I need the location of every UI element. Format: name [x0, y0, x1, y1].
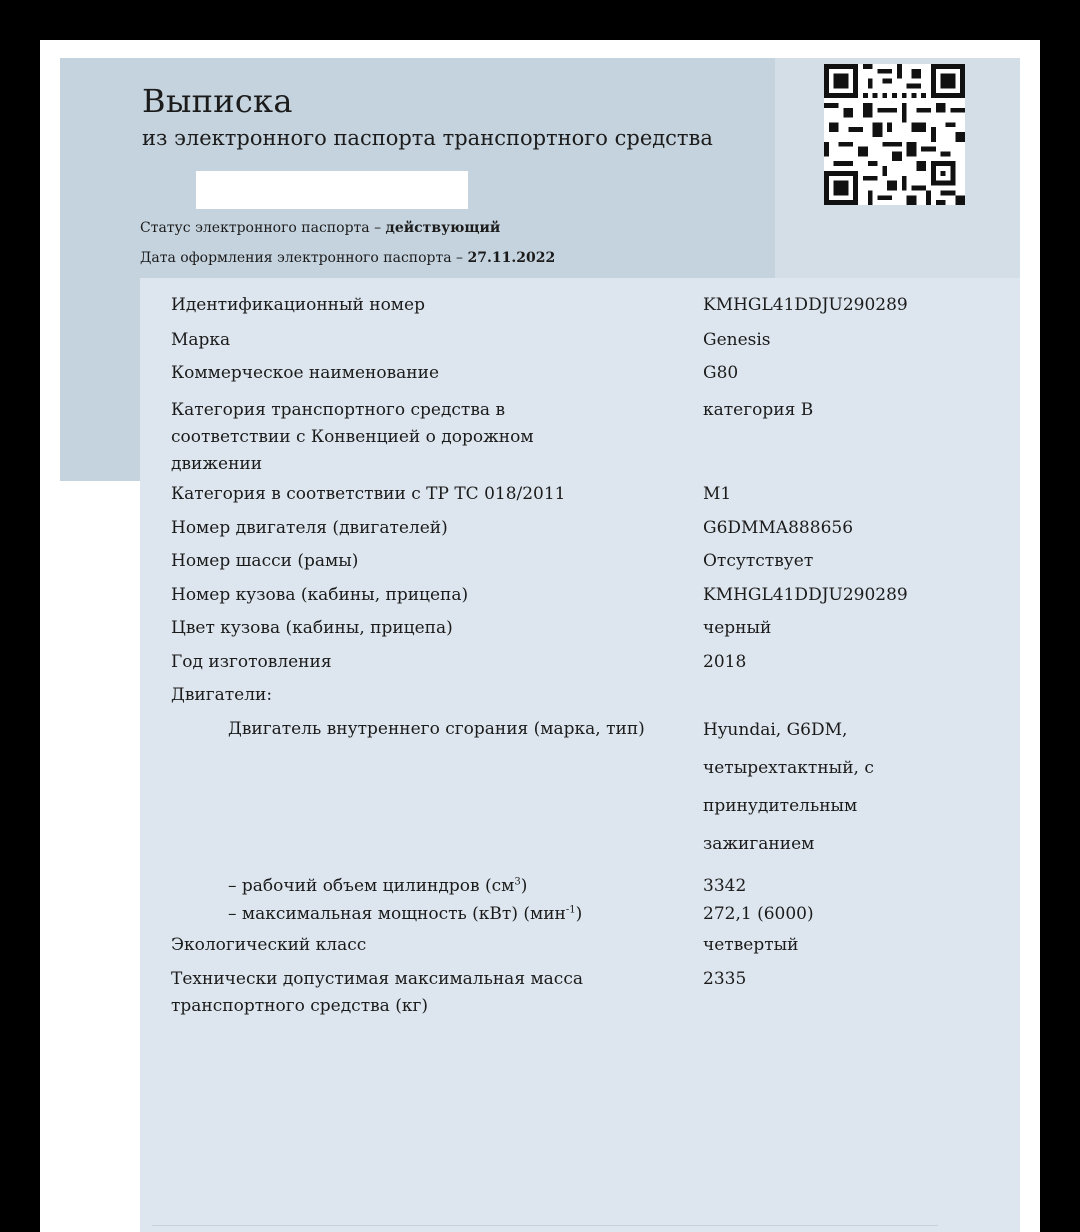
commercial-name-value: G80 — [703, 363, 739, 383]
category-tr-label: Категория в соответствии с ТР ТС 018/2011 — [171, 484, 566, 504]
ice-value: Hyundai, G6DM, четырехтактный, с принудительным зажиганием — [703, 720, 874, 854]
document-subtitle: из электронного паспорта транспортного средства — [142, 126, 713, 150]
engine-number-value: G6DMMA888656 — [703, 518, 854, 538]
displacement-label-text: – рабочий объем цилиндров (см — [228, 876, 515, 896]
vin-label: Идентификационный номер — [171, 295, 425, 315]
vin-value: KMHGL41DDJU290289 — [703, 295, 908, 315]
displacement-value: 3342 — [703, 876, 747, 896]
max-mass-value: 2335 — [703, 969, 747, 989]
body-color-value: черный — [703, 618, 772, 638]
displacement-label — [228, 873, 527, 900]
engines-heading: Двигатели: — [171, 685, 273, 705]
passport-status — [140, 220, 500, 236]
year-value: 2018 — [703, 652, 747, 672]
max-power-value: 272,1 (6000) — [703, 904, 814, 924]
eco-class-value: четвертый — [703, 935, 799, 955]
commercial-name-label: Коммерческое наименование — [171, 363, 439, 383]
max-power-label-sup: -1 — [565, 904, 576, 916]
passport-date — [140, 250, 555, 266]
category-convention-label: Категория транспортного средства в соответствии с Конвенцией о дорожном движении — [171, 400, 534, 474]
make-label: Марка — [171, 330, 231, 350]
max-power-label-end: ) — [575, 904, 583, 924]
year-label: Год изготовления — [171, 652, 332, 672]
passport-date-label: Дата оформления электронного паспорта – — [140, 250, 468, 266]
chassis-number-label: Номер шасси (рамы) — [171, 551, 359, 571]
passport-status-label: Статус электронного паспорта – — [140, 220, 386, 236]
eco-class-label: Экологический класс — [171, 935, 367, 955]
max-power-label — [228, 901, 582, 928]
displacement-label-end: ) — [520, 876, 528, 896]
max-mass-label: Технически допустимая максимальная масса транспортного средства (кг) — [171, 969, 583, 1016]
chassis-number-value: Отсутствует — [703, 551, 814, 571]
make-value: Genesis — [703, 330, 771, 350]
max-power-label-text: – максимальная мощность (кВт) (мин — [228, 904, 566, 924]
displacement-label-sup: 3 — [514, 876, 521, 888]
document-page — [40, 40, 1040, 1232]
body-number-value: KMHGL41DDJU290289 — [703, 585, 908, 605]
category-convention-value: категория B — [703, 400, 814, 420]
redacted-box — [196, 171, 468, 209]
qr-code-icon — [824, 64, 965, 205]
header-panel-strip — [60, 278, 140, 481]
category-tr-value: M1 — [703, 484, 732, 504]
footer-divider — [152, 1225, 938, 1226]
passport-date-value: 27.11.2022 — [467, 250, 556, 266]
document-title: Выписка — [142, 82, 293, 120]
engine-number-label: Номер двигателя (двигателей) — [171, 518, 448, 538]
body-color-label: Цвет кузова (кабины, прицепа) — [171, 618, 453, 638]
passport-status-value: действующий — [385, 220, 501, 236]
ice-label: Двигатель внутреннего сгорания (марка, тип) — [228, 719, 645, 739]
body-number-label: Номер кузова (кабины, прицепа) — [171, 585, 469, 605]
